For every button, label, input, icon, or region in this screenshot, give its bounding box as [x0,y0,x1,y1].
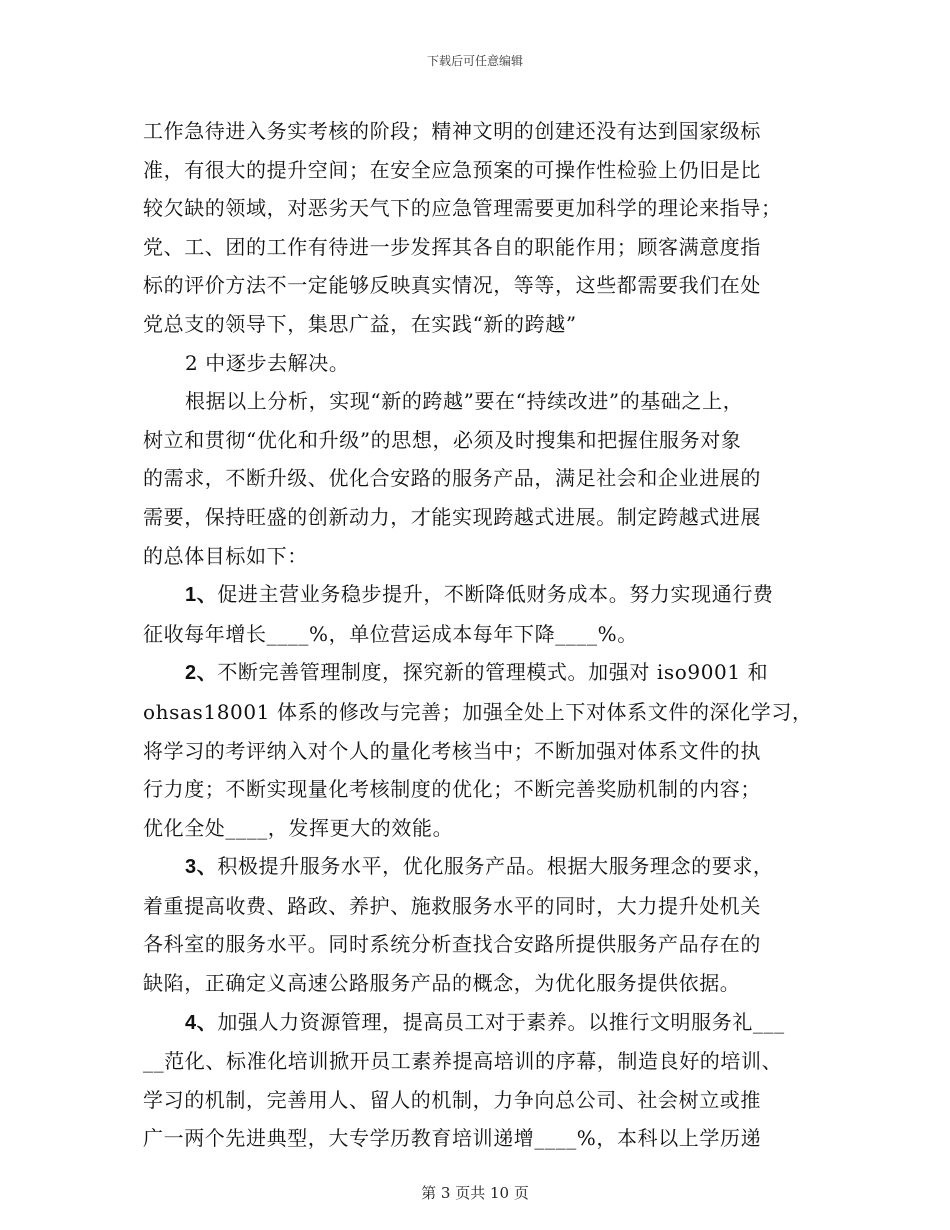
item-number: 2、 [185,662,218,685]
text-line: 2 中逐步去解决。 [185,350,350,375]
item-number: 3、 [185,856,218,879]
text-line: 树立和贯彻“优化和升级”的思想，必须及时搜集和把握住服务对象 [143,427,742,452]
text-line: 的需求，不断升级、优化合安路的服务产品，满足社会和企业进展的 [143,466,761,491]
text-line: 加强人力资源管理，提高员工对于素养。以推行文明服务礼___ [217,1009,785,1034]
text-line: 党、工、团的工作有待进一步发挥其各自的职能作用；顾客满意度指 [143,234,761,259]
text-line: 积极提升服务水平，优化服务产品。根据大服务理念的要求， [217,854,774,879]
text-line: 广一两个先进典型，大专学历教育培训递增____%，本科以上学历递 [143,1126,762,1151]
list-item [143,575,813,653]
item-number: 4、 [185,1011,218,1034]
text-line: 党总支的领导下，集思广益，在实践“新的跨越” [143,311,577,336]
page-header: 下载后可任意编辑 [426,54,523,68]
list-item [143,847,813,1002]
text-line: 促进主营业务稳步提升，不断降低财务成本。努力实现通行费 [217,582,774,607]
text-line: 缺陷，正确定义高速公路服务产品的概念，为优化服务提供依据。 [143,971,741,996]
text-line: 优化全处____，发挥更大的效能。 [143,815,454,840]
text-line: 工作急待进入务实考核的阶段；精神文明的创建还没有达到国家级标 [143,119,761,143]
text-line: 标的评价方法不一定能够反映真实情况，等等，这些都需要我们在处 [143,273,761,298]
list-item [143,1003,813,1158]
text-line: 不断完善管理制度，探究新的管理模式。加强对 iso9001 和 [217,660,769,685]
text-line: 征收每年增长____%，单位营运成本每年下降____%。 [143,621,638,646]
text-line: 的总体目标如下： [143,543,308,568]
text-line: 学习的机制，完善用人、留人的机制，力争向总公司、社会树立或推 [143,1087,761,1112]
text-line: 较欠缺的领域，对恶劣天气下的应急管理需要更加科学的理论来指导； [143,196,782,221]
text-line: 着重提高收费、路政、养护、施救服务水平的同时，大力提升处机关 [143,893,761,918]
text-line: 根据以上分析，实现“新的跨越”要在“持续改进”的基础之上， [185,389,744,414]
item-number: 1、 [185,584,218,607]
text-line: 准，有很大的提升空间；在安全应急预案的可操作性检验上仍旧是比 [143,157,761,182]
text-line: 需要，保持旺盛的创新动力，才能实现跨越式进展。制定跨越式进展 [143,504,761,529]
list-item [143,653,813,847]
text-line: 将学习的考评纳入对个人的量化考核当中；不断加强对体系文件的执 [143,738,761,763]
paragraph [143,382,813,575]
text-line: __范化、标准化培训掀开员工素养提高培训的序幕，制造良好的培训、 [143,1049,783,1074]
text-line: ohsas18001 体系的修改与完善；加强全处上下对体系文件的深化学习， [143,699,813,724]
document-body [143,112,813,1158]
text-line: 行力度；不断实现量化考核制度的优化；不断完善奖励机制的内容； [143,777,761,802]
page-footer: 第 3 页共 10 页 [421,1184,529,1202]
text-line: 各科室的服务水平。同时系统分析查找合安路所提供服务产品存在的 [143,932,761,957]
paragraph [143,112,813,382]
